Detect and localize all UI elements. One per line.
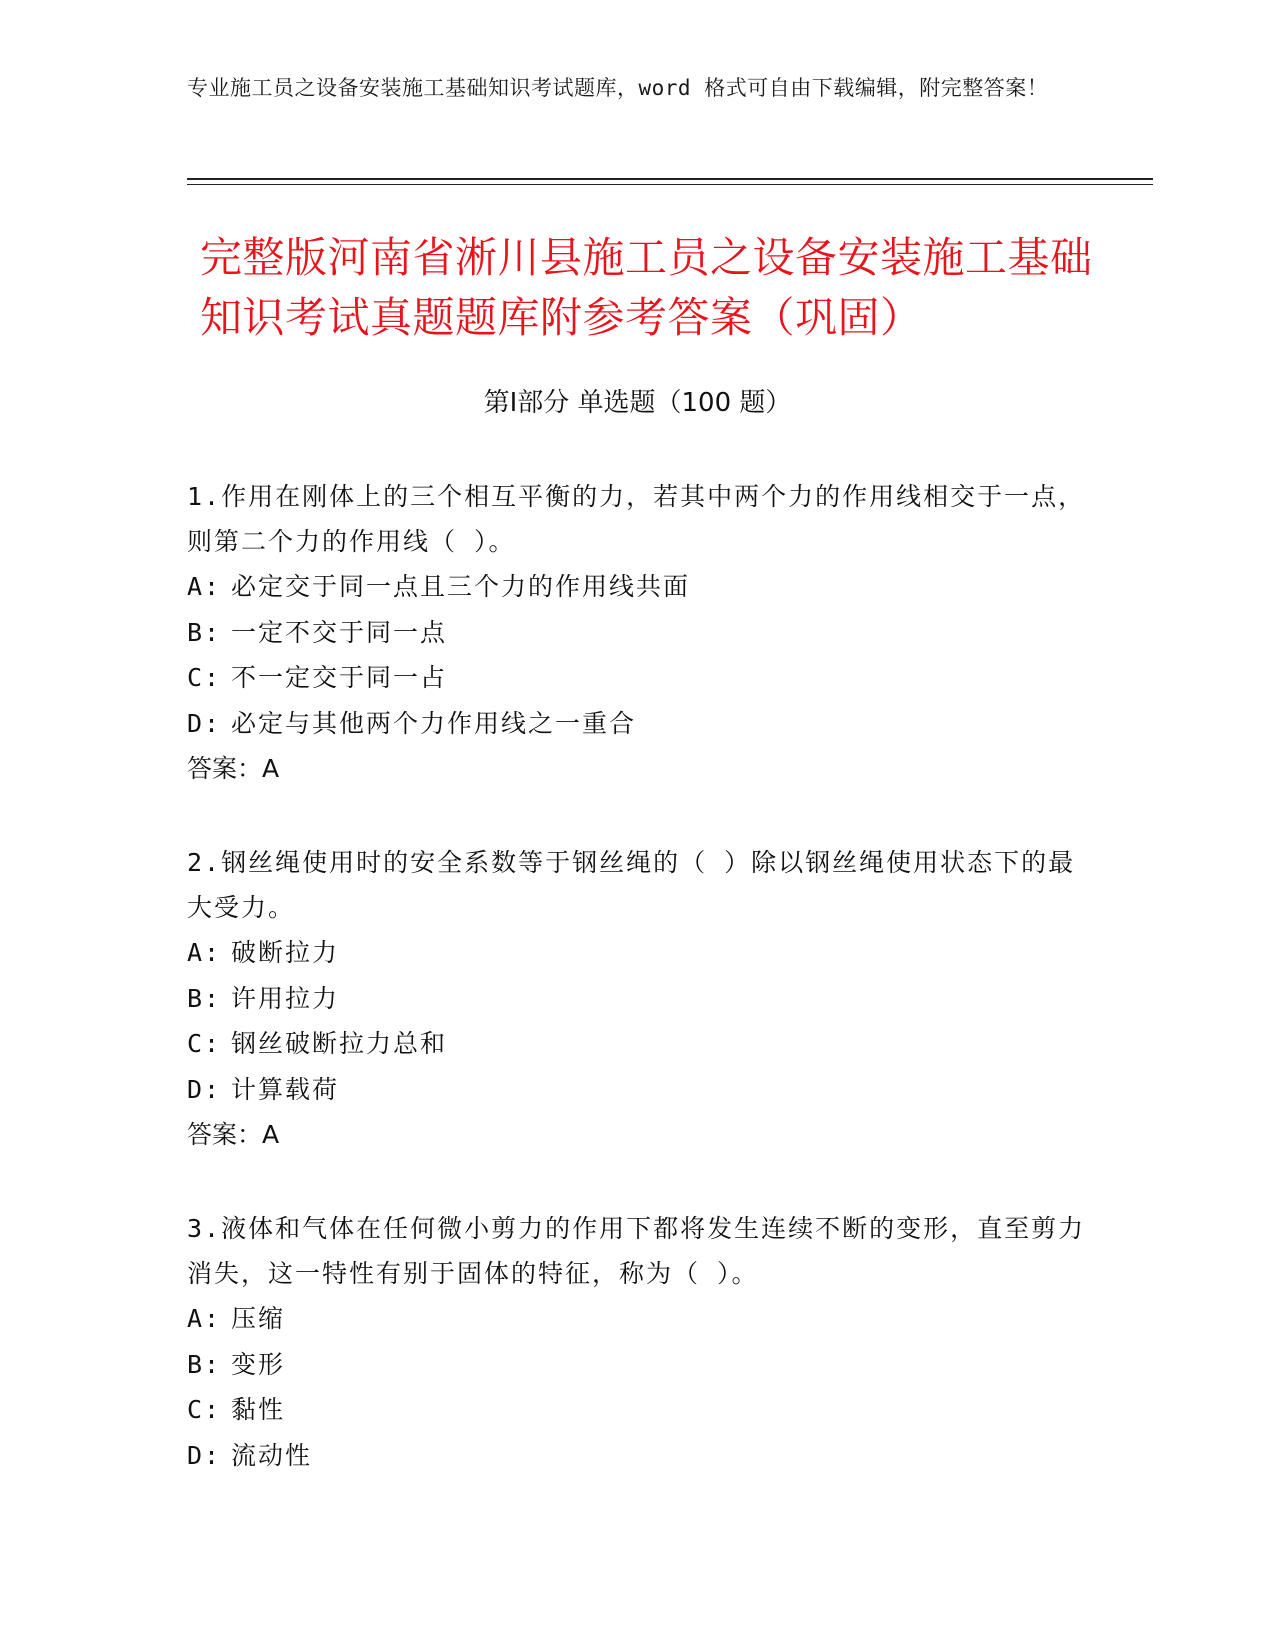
option-text: 必定与其他两个力作用线之一重合 — [231, 708, 637, 738]
answer: 答案：A — [187, 1120, 280, 1149]
option-text: 黏性 — [231, 1395, 286, 1424]
option-key: D: — [187, 1074, 222, 1104]
option-key: C: — [187, 1029, 222, 1058]
question-1 — [187, 474, 1087, 792]
option-b — [187, 1342, 1087, 1388]
option-c — [187, 1021, 1087, 1067]
section-heading: 第Ⅰ部分 单选题（100 题） — [483, 388, 792, 418]
option-a — [187, 564, 1087, 610]
option-key: B: — [187, 1349, 222, 1379]
option-text: 必定交于同一点且三个力的作用线共面 — [231, 572, 691, 601]
question-stem: 1.作用在刚体上的三个相互平衡的力，若其中两个力的作用线相交于一点，则第二个力的作用线（ ）。 — [187, 482, 1086, 556]
option-text: 压缩 — [231, 1304, 286, 1333]
document-title: 完整版河南省淅川县施工员之设备安装施工基础知识考试真题题库附参考答案（巩固） — [200, 233, 1093, 342]
option-text: 一定不交于同一点 — [231, 617, 448, 647]
option-key: C: — [187, 1395, 222, 1424]
option-b — [187, 610, 1087, 656]
option-text: 流动性 — [231, 1440, 313, 1470]
option-c — [187, 1387, 1087, 1433]
question-2 — [187, 840, 1087, 1158]
question-3 — [187, 1206, 1087, 1478]
answer: 答案：A — [187, 754, 280, 783]
question-list — [187, 474, 1087, 1526]
option-text: 破断拉力 — [231, 938, 340, 967]
option-text: 变形 — [231, 1349, 286, 1379]
option-d — [187, 1433, 1087, 1479]
header-note: 专业施工员之设备安装施工基础知识考试题库，word 格式可自由下载编辑，附完整答案！ — [187, 76, 1049, 100]
option-key: D: — [187, 1440, 222, 1470]
option-key: A: — [187, 938, 222, 967]
header-rule-thin — [187, 184, 1153, 185]
option-c — [187, 655, 1087, 701]
option-key: B: — [187, 617, 222, 647]
header-rule-thick — [187, 178, 1153, 180]
option-key: A: — [187, 1304, 222, 1333]
option-text: 许用拉力 — [231, 983, 340, 1013]
option-a — [187, 930, 1087, 976]
option-text: 不一定交于同一占 — [231, 663, 448, 692]
option-key: B: — [187, 983, 222, 1013]
question-stem: 2.钢丝绳使用时的安全系数等于钢丝绳的（ ）除以钢丝绳使用状态下的最大受力。 — [187, 848, 1076, 922]
option-key: A: — [187, 572, 222, 601]
option-a — [187, 1296, 1087, 1342]
question-stem: 3.液体和气体在任何微小剪力的作用下都将发生连续不断的变形，直至剪力消失，这一特性有别于固体的特征，称为（ ）。 — [187, 1214, 1086, 1288]
option-text: 计算载荷 — [231, 1074, 340, 1104]
option-d — [187, 701, 1087, 747]
option-text: 钢丝破断拉力总和 — [231, 1029, 448, 1058]
option-d — [187, 1067, 1087, 1113]
option-key: C: — [187, 663, 222, 692]
option-key: D: — [187, 708, 222, 738]
option-b — [187, 976, 1087, 1022]
